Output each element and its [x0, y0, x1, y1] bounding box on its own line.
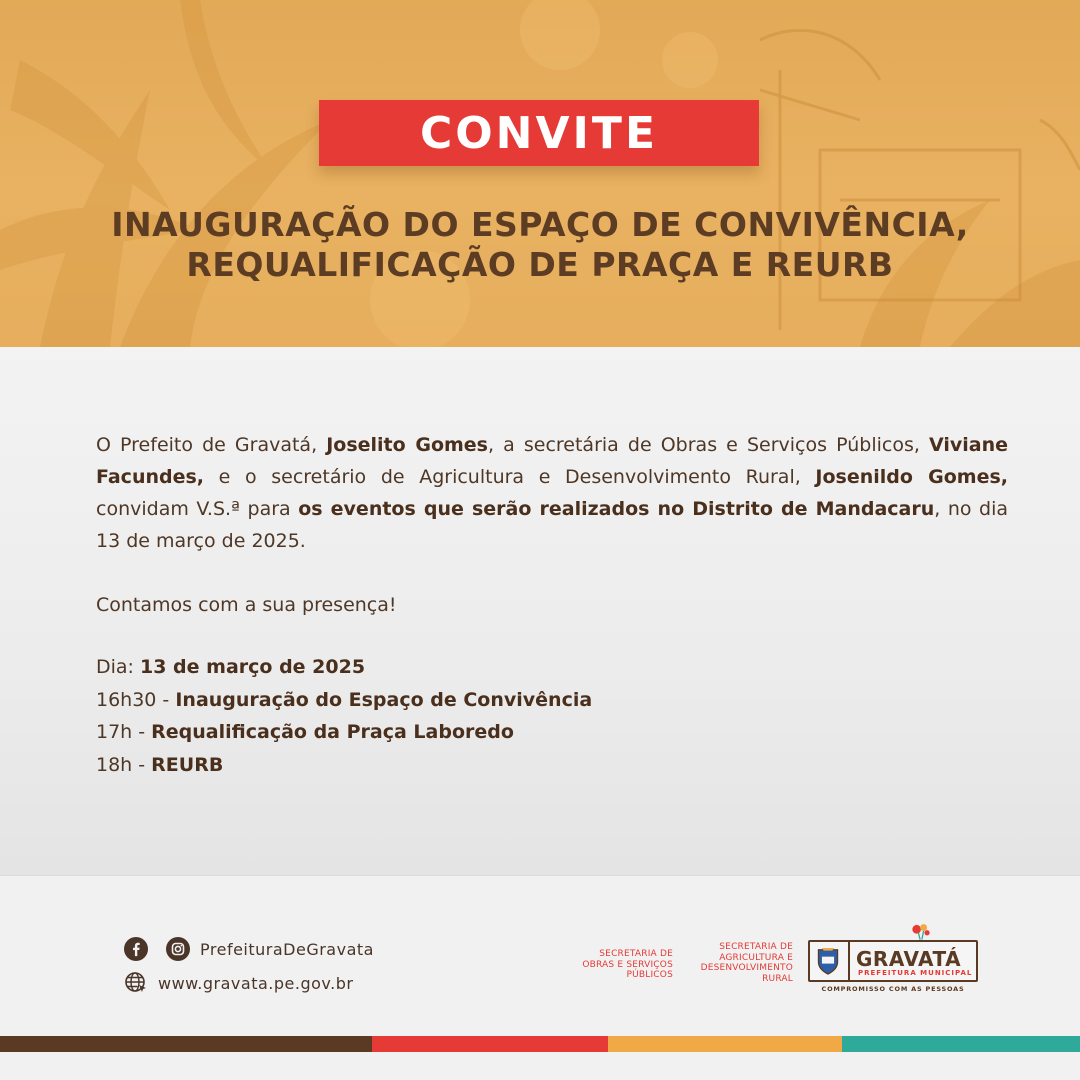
- invitation-text-5: , no dia 13 de março de 2025.: [96, 498, 1008, 552]
- secretaria-agricultura-line: AGRICULTURA E: [719, 952, 793, 963]
- secretaria-obras-label: [560, 949, 673, 981]
- flower-icon: [908, 920, 934, 942]
- event-title: [40, 205, 1040, 285]
- stripe-orange: [608, 1036, 842, 1052]
- social-links: [124, 932, 374, 1000]
- secretaria-agricultura-line: DESENVOLVIMENTO: [700, 963, 793, 973]
- schedule-value: 13 de março de 2025: [140, 656, 366, 678]
- secretary-works-name: Viviane Facundes,: [96, 434, 1008, 488]
- website-link[interactable]: www.gravata.pe.gov.br: [158, 973, 354, 993]
- secretaria-obras-line: PÚBLICOS: [626, 970, 673, 980]
- schedule-time: 16h30 -: [96, 688, 176, 711]
- schedule-time: 17h -: [96, 721, 152, 743]
- schedule-value: REURB: [151, 753, 224, 776]
- schedule-value: Inauguração do Espaço de Convivência: [175, 688, 593, 711]
- secretaria-agricultura-line: SECRETARIA DE: [719, 942, 793, 952]
- secretaria-agricultura-line: RURAL: [762, 973, 793, 984]
- invitation-text-2: , a secretária de Obras e Serviços Públicos,: [488, 434, 929, 456]
- schedule-value: Requalificação da Praça Laboredo: [151, 721, 514, 743]
- stripe-brown: [0, 1036, 372, 1052]
- schedule-row: [96, 749, 592, 782]
- logo-subtitle: PREFEITURA MUNICIPAL: [858, 969, 973, 977]
- schedule-row: [96, 651, 592, 684]
- globe-icon: [124, 971, 148, 995]
- events-location: os eventos que serão realizados no Distrito de Mandacaru: [298, 498, 935, 520]
- event-schedule: [96, 651, 592, 781]
- coat-of-arms-icon: [815, 946, 841, 976]
- schedule-row: [96, 716, 592, 749]
- schedule-time: Dia:: [96, 656, 140, 678]
- logo-tagline: COMPROMISSO COM AS PESSOAS: [821, 985, 965, 993]
- invitation-text-4: convidam V.S.ª para: [96, 498, 299, 520]
- background-foliage-illustration: [0, 0, 1080, 347]
- invitation-paragraph: [96, 429, 1008, 557]
- logo-name: GRAVATÁ: [856, 947, 962, 971]
- closing-line: Contamos com a sua presença!: [96, 594, 397, 616]
- brand-color-stripe: [0, 1036, 1080, 1052]
- secretaria-obras-line: SECRETARIA DE: [599, 949, 673, 959]
- facebook-icon[interactable]: [124, 937, 148, 961]
- schedule-time: 18h -: [96, 753, 152, 776]
- logo-divider: [848, 940, 850, 982]
- stripe-teal: [842, 1036, 1080, 1052]
- invite-badge: [319, 100, 759, 166]
- invitation-text-3: e o secretário de Agricultura e Desenvolvimento Rural,: [204, 466, 816, 488]
- secretaria-agricultura-label: [684, 942, 793, 984]
- social-handle-row[interactable]: [124, 932, 374, 966]
- event-title-line-2: REQUALIFICAÇÃO DE PRAÇA E REURB: [186, 245, 894, 284]
- secretary-agriculture-name: Josenildo Gomes,: [815, 466, 1009, 488]
- invitation-body: [0, 347, 1080, 875]
- website-row[interactable]: [124, 966, 374, 1000]
- header-banner: [0, 0, 1080, 347]
- mayor-name: Joselito Gomes: [326, 434, 488, 456]
- gravata-logo: [808, 934, 978, 996]
- social-handle[interactable]: PrefeituraDeGravata: [200, 939, 374, 959]
- invitation-text-1: O Prefeito de Gravatá,: [96, 434, 327, 456]
- schedule-row: [96, 684, 592, 717]
- instagram-icon[interactable]: [166, 937, 190, 961]
- stripe-red: [372, 1036, 608, 1052]
- event-title-line-1: INAUGURAÇÃO DO ESPAÇO DE CONVIVÊNCIA,: [111, 205, 969, 244]
- invite-badge-label: CONVITE: [419, 107, 658, 159]
- secretaria-obras-line: OBRAS E SERVIÇOS: [582, 959, 673, 970]
